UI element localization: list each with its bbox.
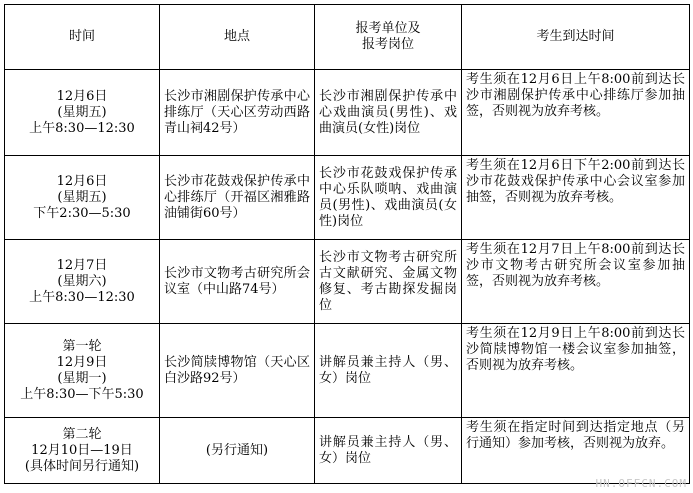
watermark: HN.OFFCN.COM [595, 477, 687, 490]
time-cell [5, 418, 160, 484]
header-unit-position [315, 5, 462, 70]
location-cell: (另行通知) [160, 418, 315, 484]
header-arrival-time: 考生到达时间 [462, 5, 690, 70]
position-cell: 讲解员兼主持人（男、女）岗位 [315, 418, 462, 484]
table-row [5, 240, 690, 324]
position-cell: 讲解员兼主持人（男、女）岗位 [315, 324, 462, 418]
header-row [5, 5, 690, 70]
time-cell [5, 240, 160, 324]
time-cell [5, 70, 160, 156]
time-line: 12月6日 [56, 88, 108, 104]
time-line: (具体时间另行通知) [24, 458, 140, 474]
location-cell: 长沙市花鼓戏保护传承中心排练厅（开福区湘雅路油铺街60号） [160, 156, 315, 240]
time-line: 12月7日 [56, 257, 108, 273]
arrival-cell: 考生须在12月6日下午2:00前到达长沙市花鼓戏保护传承中心会议室参加抽签，否则视为放弃考核。 [462, 156, 690, 240]
location-cell: 长沙市湘剧保护传承中心排练厅（天心区劳动西路青山祠42号） [160, 70, 315, 156]
time-line: 下午2:30—5:30 [33, 205, 131, 221]
arrival-cell: 考生须在12月7日上午8:00前到达长沙市文物考古研究所会议室参加抽签，否则视为放弃考核。 [462, 240, 690, 324]
time-line: 上午8:30—12:30 [29, 120, 135, 136]
header-location: 地点 [160, 5, 315, 70]
header-time: 时间 [5, 5, 160, 70]
time-line: 12月10日—19日 [31, 442, 133, 458]
time-line: 第二轮 [62, 426, 102, 442]
location-cell: 长沙市文物考古研究所会议室（中山路74号） [160, 240, 315, 324]
header-unit-position-line2: 报考岗位 [361, 37, 414, 52]
time-line: (星期一) [57, 370, 107, 386]
time-line: 12月9日 [56, 354, 108, 370]
table-row [5, 156, 690, 240]
schedule-table [4, 4, 690, 484]
table-row [5, 418, 690, 484]
time-line: (星期五) [57, 104, 107, 120]
time-line: (星期五) [57, 189, 107, 205]
arrival-cell: 考生须在指定时间到达指定地点（另行通知）参加考核，否则视为放弃。 [462, 418, 690, 484]
table-row [5, 324, 690, 418]
time-cell [5, 156, 160, 240]
arrival-cell: 考生须在12月9日上午8:00前到达长沙简牍博物馆一楼会议室参加抽签，否则视为放弃考核。 [462, 324, 690, 418]
time-line: 上午8:30—12:30 [29, 289, 135, 305]
arrival-cell: 考生须在12月6日上午8:00前到达长沙市湘剧保护传承中心排练厅参加抽签，否则视为放弃考核。 [462, 70, 690, 156]
location-cell: 长沙简牍博物馆（天心区白沙路92号） [160, 324, 315, 418]
time-cell [5, 324, 160, 418]
time-line: 12月6日 [56, 173, 108, 189]
time-line: (星期六) [57, 273, 107, 289]
position-cell: 长沙市湘剧保护传承中心戏曲演员(男性)、戏曲演员(女性)岗位 [315, 70, 462, 156]
time-line: 上午8:30—下午5:30 [20, 386, 144, 402]
position-cell: 长沙市花鼓戏保护传承中心乐队唢呐、戏曲演员(男性)、戏曲演员(女性)岗位 [315, 156, 462, 240]
time-line: 第一轮 [62, 338, 102, 354]
header-unit-position-line1: 报考单位及 [355, 21, 421, 36]
position-cell: 长沙市文物考古研究所古文献研究、金属文物修复、考古勘探发掘岗位 [315, 240, 462, 324]
table-row [5, 70, 690, 156]
